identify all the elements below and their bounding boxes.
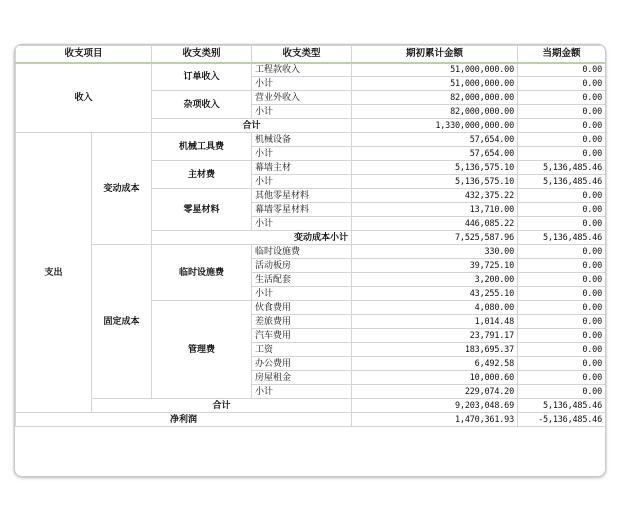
table-row <box>16 245 606 259</box>
current-cell: 0.00 <box>518 119 606 133</box>
opening-cell: 1,470,361.93 <box>352 413 518 427</box>
opening-cell: 5,136,575.10 <box>352 175 518 189</box>
current-cell: 0.00 <box>518 77 606 91</box>
type-cell: 房屋租金 <box>252 371 352 385</box>
current-cell: 5,136,485.46 <box>518 175 606 189</box>
current-cell: 0.00 <box>518 63 606 77</box>
category-sundry-material: 零星材料 <box>152 189 252 231</box>
type-cell: 汽车费用 <box>252 329 352 343</box>
category-misc-income: 杂项收入 <box>152 91 252 119</box>
current-cell: 0.00 <box>518 301 606 315</box>
opening-cell: 82,000,000.00 <box>352 91 518 105</box>
current-cell: 0.00 <box>518 147 606 161</box>
type-cell: 小计 <box>252 287 352 301</box>
current-cell: 0.00 <box>518 273 606 287</box>
current-cell: 0.00 <box>518 217 606 231</box>
opening-cell: 10,000.60 <box>352 371 518 385</box>
current-cell: 0.00 <box>518 287 606 301</box>
current-cell: 0.00 <box>518 105 606 119</box>
type-cell: 差旅费用 <box>252 315 352 329</box>
type-cell: 生活配套 <box>252 273 352 287</box>
opening-cell: 5,136,575.10 <box>352 161 518 175</box>
type-cell: 伙食费用 <box>252 301 352 315</box>
opening-cell: 9,203,048.69 <box>352 399 518 413</box>
opening-cell: 1,014.48 <box>352 315 518 329</box>
opening-cell: 183,695.37 <box>352 343 518 357</box>
opening-cell: 13,710.00 <box>352 203 518 217</box>
opening-cell: 229,074.20 <box>352 385 518 399</box>
type-cell: 小计 <box>252 147 352 161</box>
variable-subtotal-label: 变动成本小计 <box>152 231 352 245</box>
opening-cell: 432,375.22 <box>352 189 518 203</box>
current-cell: 0.00 <box>518 371 606 385</box>
current-cell: 0.00 <box>518 91 606 105</box>
current-cell: 5,136,485.46 <box>518 231 606 245</box>
opening-cell: 51,000,000.00 <box>352 63 518 77</box>
opening-cell: 446,085.22 <box>352 217 518 231</box>
income-total-label: 合计 <box>152 119 352 133</box>
type-cell: 工资 <box>252 343 352 357</box>
table-row <box>16 133 606 147</box>
group-fixed-cost: 固定成本 <box>92 245 152 399</box>
header-item: 收支项目 <box>16 46 152 63</box>
type-cell: 机械设备 <box>252 133 352 147</box>
expense-total-row <box>16 399 606 413</box>
type-cell: 小计 <box>252 175 352 189</box>
header-category: 收支类别 <box>152 46 252 63</box>
current-cell: 0.00 <box>518 203 606 217</box>
current-cell: 0.00 <box>518 189 606 203</box>
expense-total-label: 合计 <box>92 399 352 413</box>
report-frame <box>14 44 606 477</box>
type-cell: 工程款收入 <box>252 63 352 77</box>
current-cell: 0.00 <box>518 343 606 357</box>
type-cell: 营业外收入 <box>252 91 352 105</box>
type-cell: 幕墙零星材料 <box>252 203 352 217</box>
header-opening: 期初累计金额 <box>352 46 518 63</box>
opening-cell: 57,654.00 <box>352 147 518 161</box>
type-cell: 活动板房 <box>252 259 352 273</box>
opening-cell: 6,492.58 <box>352 357 518 371</box>
opening-cell: 39,725.10 <box>352 259 518 273</box>
current-cell: 5,136,485.46 <box>518 161 606 175</box>
opening-cell: 330.00 <box>352 245 518 259</box>
opening-cell: 51,000,000.00 <box>352 77 518 91</box>
header-row <box>16 46 606 63</box>
current-cell: 0.00 <box>518 133 606 147</box>
type-cell: 小计 <box>252 385 352 399</box>
category-temporary-facility: 临时设施费 <box>152 245 252 301</box>
table-row <box>16 63 606 77</box>
type-cell: 幕墙主材 <box>252 161 352 175</box>
current-cell: 0.00 <box>518 329 606 343</box>
group-expense: 支出 <box>16 133 92 413</box>
net-profit-row <box>16 413 606 427</box>
current-cell: 0.00 <box>518 385 606 399</box>
group-income: 收入 <box>16 63 152 133</box>
opening-cell: 4,080.00 <box>352 301 518 315</box>
opening-cell: 23,791.17 <box>352 329 518 343</box>
current-cell: 5,136,485.46 <box>518 399 606 413</box>
opening-cell: 7,525,587.96 <box>352 231 518 245</box>
category-order-income: 订单收入 <box>152 63 252 91</box>
current-cell: 0.00 <box>518 357 606 371</box>
current-cell: -5,136,485.46 <box>518 413 606 427</box>
current-cell: 0.00 <box>518 259 606 273</box>
opening-cell: 43,255.10 <box>352 287 518 301</box>
category-machinery: 机械工具费 <box>152 133 252 161</box>
type-cell: 小计 <box>252 105 352 119</box>
header-current: 当期金额 <box>518 46 606 63</box>
opening-cell: 57,654.00 <box>352 133 518 147</box>
opening-cell: 3,200.00 <box>352 273 518 287</box>
header-type: 收支类型 <box>252 46 352 63</box>
group-variable-cost: 变动成本 <box>92 133 152 245</box>
opening-cell: 1,330,000,000.00 <box>352 119 518 133</box>
current-cell: 0.00 <box>518 245 606 259</box>
net-profit-label: 净利润 <box>16 413 352 427</box>
type-cell: 办公费用 <box>252 357 352 371</box>
type-cell: 小计 <box>252 217 352 231</box>
category-management-fee: 管理费 <box>152 301 252 399</box>
type-cell: 临时设施费 <box>252 245 352 259</box>
type-cell: 小计 <box>252 77 352 91</box>
type-cell: 其他零星材料 <box>252 189 352 203</box>
opening-cell: 82,000,000.00 <box>352 105 518 119</box>
current-cell: 0.00 <box>518 315 606 329</box>
category-main-material: 主材费 <box>152 161 252 189</box>
income-expense-table <box>15 45 606 427</box>
